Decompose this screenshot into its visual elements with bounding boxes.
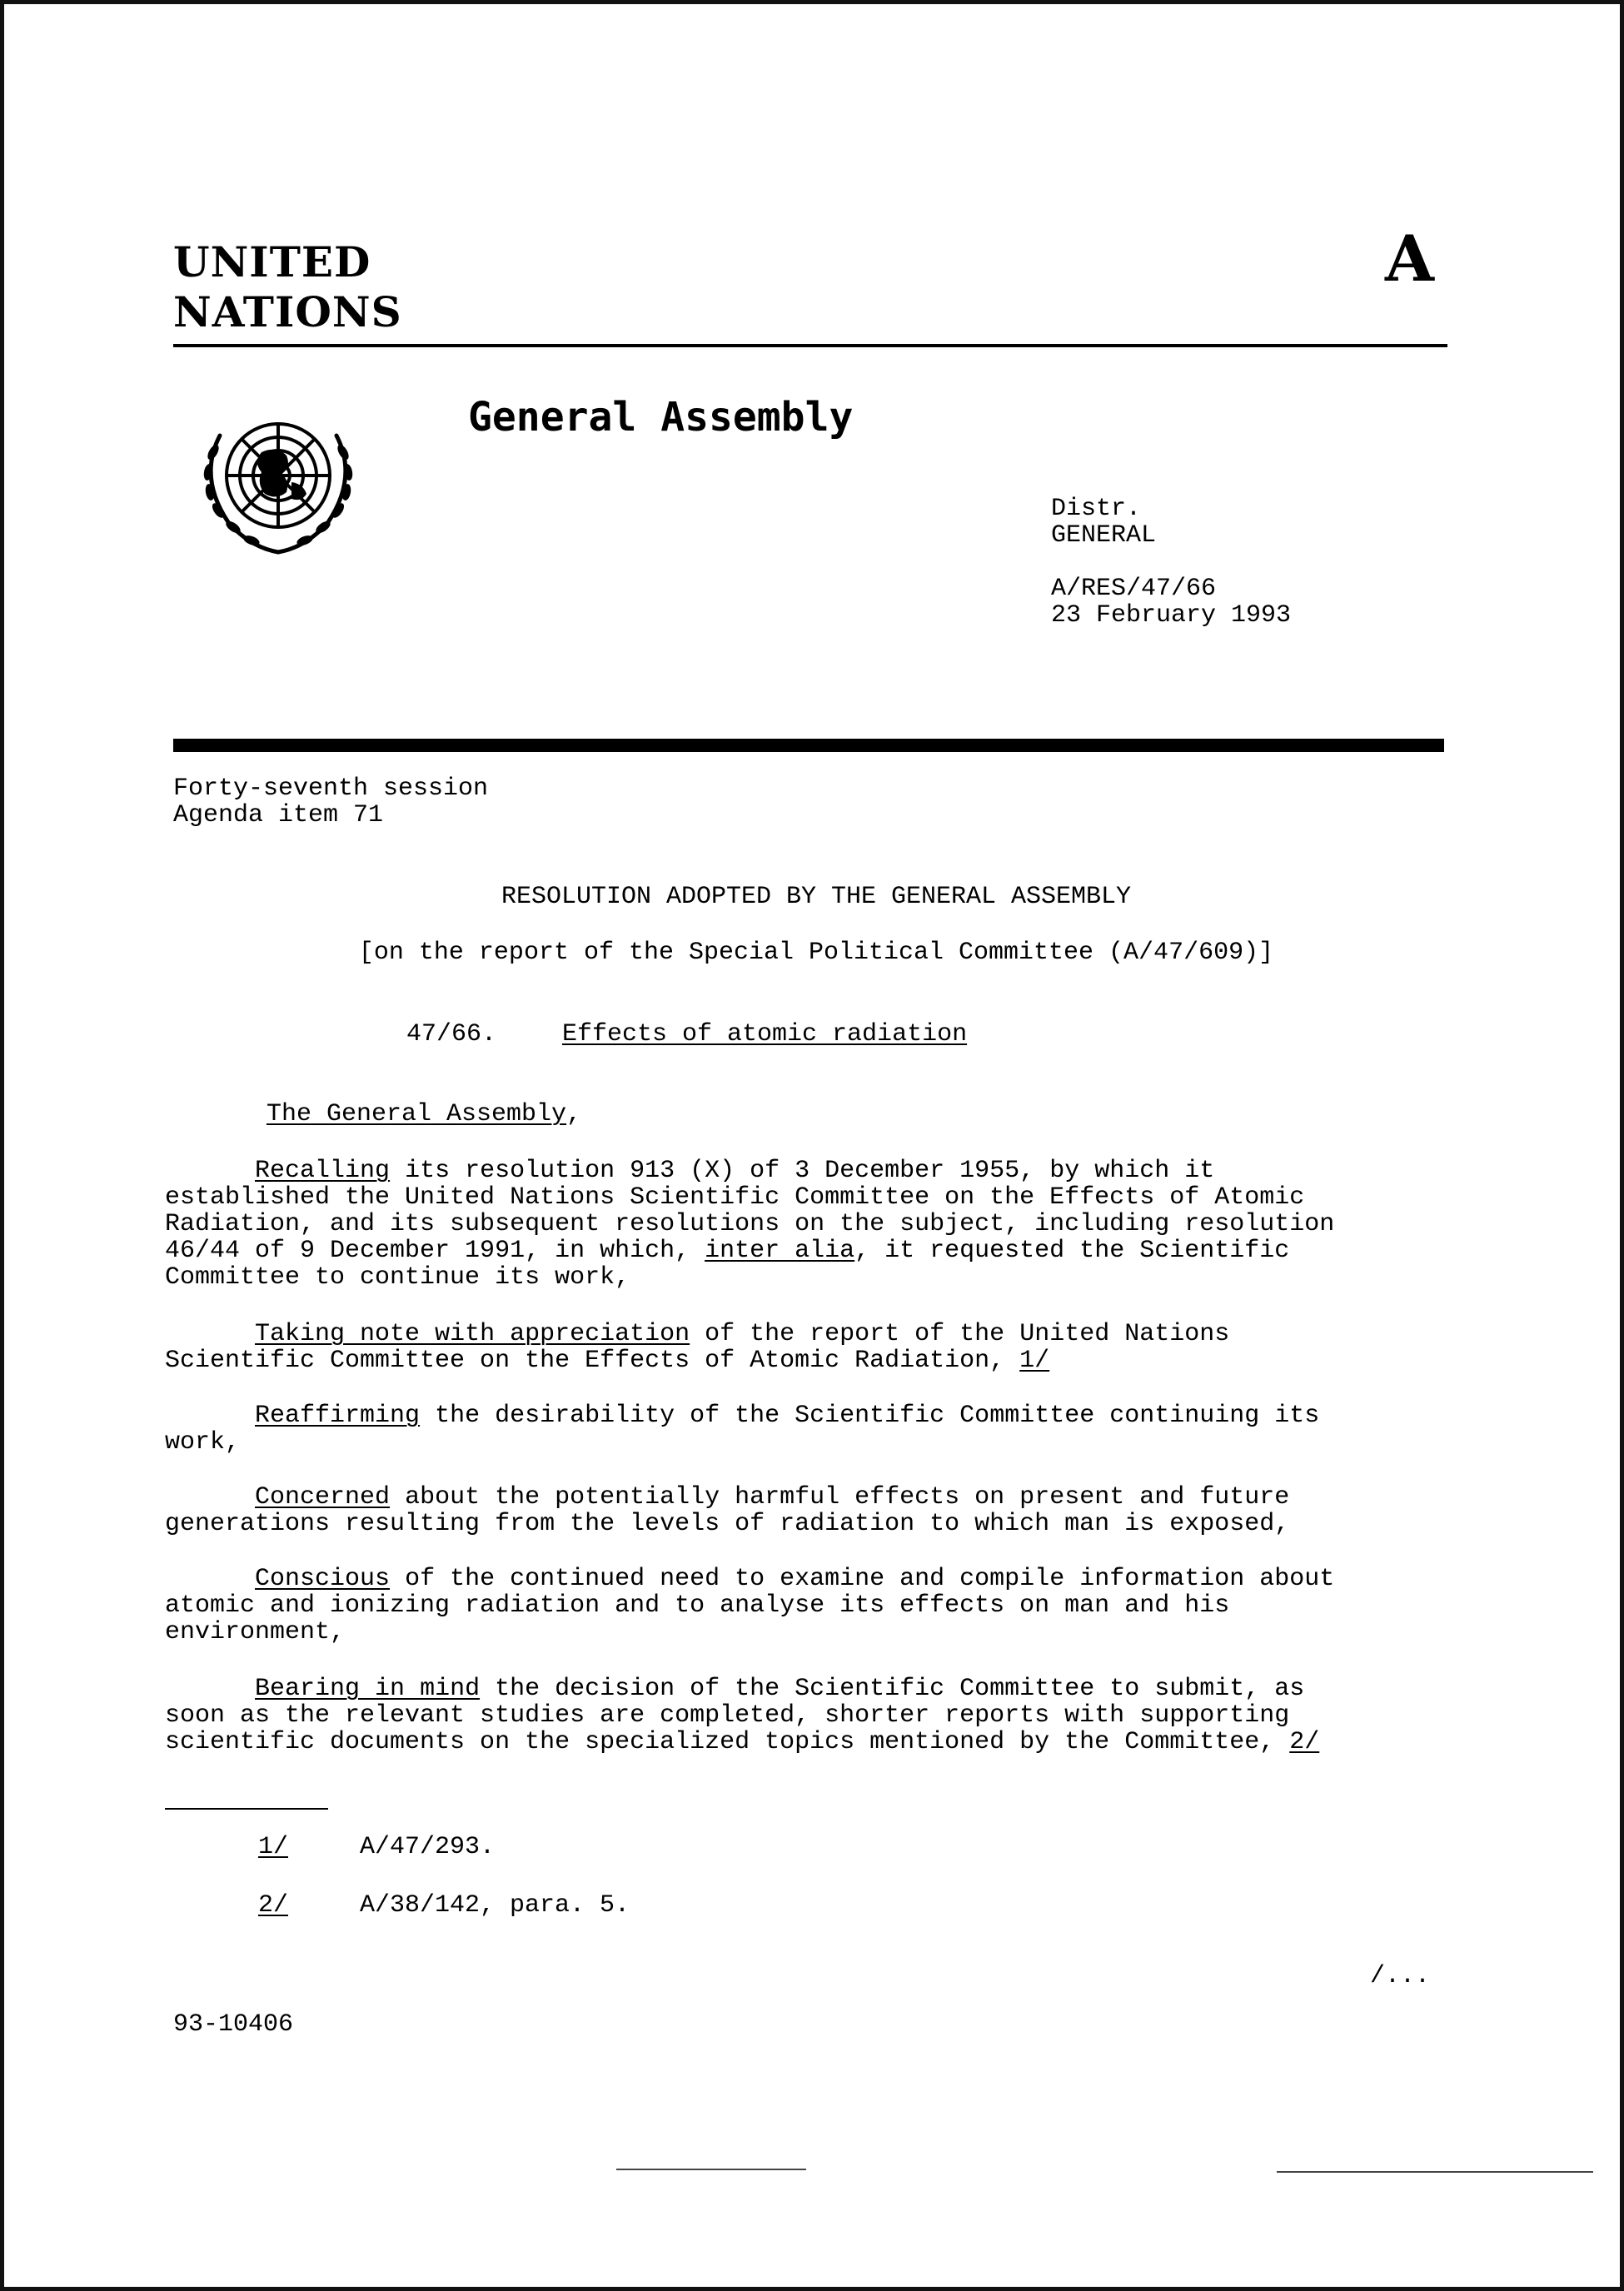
session-info	[173, 775, 488, 829]
emphasis-inter-alia: inter alia	[705, 1237, 855, 1265]
report-reference: [on the report of the Special Political Committee (A/47/609)]	[358, 939, 1274, 967]
paragraph-lead: Reaffirming	[255, 1402, 421, 1430]
heavy-rule	[173, 739, 1444, 752]
footnote-ref-2[interactable]: 2/	[1289, 1728, 1320, 1756]
paragraph-line: Committee to continue its work,	[165, 1263, 630, 1292]
paragraph-line: about the potentially harmful effects on present and future	[390, 1483, 1290, 1512]
preamble-paragraph-taking-note	[165, 1321, 1464, 1374]
scan-artifact-line	[616, 2169, 806, 2170]
preamble-paragraph-concerned	[165, 1484, 1464, 1537]
footnote-mark: 1/	[258, 1833, 289, 1861]
paragraph-line: the desirability of the Scientific Committee continuing its	[420, 1402, 1320, 1430]
paragraph-line: scientific documents on the specialized topics mentioned by the Committee,	[165, 1728, 1290, 1756]
paragraph-line: soon as the relevant studies are completed, shorter reports with supporting	[165, 1701, 1290, 1730]
session-line: Forty-seventh session	[173, 774, 489, 803]
paragraph-line: environment,	[165, 1618, 346, 1646]
preamble-paragraph-recalling	[165, 1158, 1464, 1291]
preamble-paragraph-conscious	[165, 1566, 1464, 1646]
preamble-paragraph-bearing-in-mind	[165, 1676, 1464, 1756]
paragraph-line: Radiation, and its subsequent resolutions on the subject, including resolution	[165, 1210, 1335, 1238]
paragraph-line: 46/44 of 9 December 1991, in which,	[165, 1237, 705, 1265]
footnote-text: A/47/293.	[360, 1833, 496, 1861]
organization-name	[173, 237, 402, 337]
distribution-label: Distr.	[1051, 495, 1142, 523]
continuation-mark: /...	[1370, 1962, 1431, 1990]
un-emblem-icon	[192, 402, 365, 556]
resolution-title-text: Effects of atomic radiation	[562, 1020, 968, 1048]
paragraph-line: of the continued need to examine and compile information about	[390, 1565, 1335, 1593]
organ-title: General Assembly	[468, 394, 854, 441]
footnote-text: A/38/142, para. 5.	[360, 1891, 630, 1920]
distribution-value: GENERAL	[1051, 521, 1157, 550]
scan-artifact-line	[1277, 2171, 1593, 2173]
footnote-mark: 2/	[258, 1891, 289, 1920]
footnote-separator	[165, 1808, 328, 1810]
paragraph-line: work,	[165, 1428, 241, 1457]
paragraph-line: the decision of the Scientific Committee to submit, as	[480, 1675, 1305, 1703]
paragraph-lead: Recalling	[255, 1157, 391, 1185]
paragraph-line: , it requested the Scientific	[854, 1237, 1290, 1265]
opening-phrase-text: The General Assembly	[267, 1100, 567, 1128]
distribution-block	[1051, 496, 1156, 549]
paragraph-line: established the United Nations Scientific Committee on the Effects of Atomic	[165, 1183, 1305, 1212]
paragraph-line: Scientific Committee on the Effects of Atomic Radiation,	[165, 1347, 1020, 1375]
org-line-1: UNITED	[173, 237, 371, 286]
document-info	[1051, 575, 1291, 629]
paragraph-lead: Bearing in mind	[255, 1675, 481, 1703]
preamble-paragraph-reaffirming	[165, 1402, 1464, 1456]
opening-phrase	[267, 1101, 581, 1128]
footnote-2	[258, 1892, 630, 1919]
resolution-heading: RESOLUTION ADOPTED BY THE GENERAL ASSEMBLY	[501, 883, 1132, 911]
header-rule	[173, 344, 1447, 347]
paragraph-lead: Conscious	[255, 1565, 391, 1593]
paragraph-line: its resolution 913 (X) of 3 December 1955, by which it	[390, 1157, 1215, 1185]
document-date: 23 February 1993	[1051, 601, 1292, 630]
footnote-ref-1[interactable]: 1/	[1019, 1347, 1050, 1375]
job-number: 93-10406	[173, 2010, 294, 2039]
document-symbol: A/RES/47/66	[1051, 575, 1217, 603]
series-symbol: A	[1385, 222, 1434, 296]
paragraph-line: of the report of the United Nations	[690, 1320, 1230, 1348]
paragraph-lead: Concerned	[255, 1483, 391, 1512]
paragraph-line: atomic and ionizing radiation and to analyse its effects on man and his	[165, 1591, 1230, 1620]
agenda-item-line: Agenda item 71	[173, 801, 384, 829]
resolution-number: 47/66.	[406, 1020, 497, 1048]
footnote-1	[258, 1834, 495, 1860]
org-line-2: NATIONS	[173, 287, 402, 336]
opening-phrase-punct: ,	[566, 1100, 582, 1128]
paragraph-line: generations resulting from the levels of radiation to which man is exposed,	[165, 1510, 1290, 1538]
paragraph-lead: Taking note with appreciation	[255, 1320, 690, 1348]
resolution-title	[406, 1021, 967, 1048]
